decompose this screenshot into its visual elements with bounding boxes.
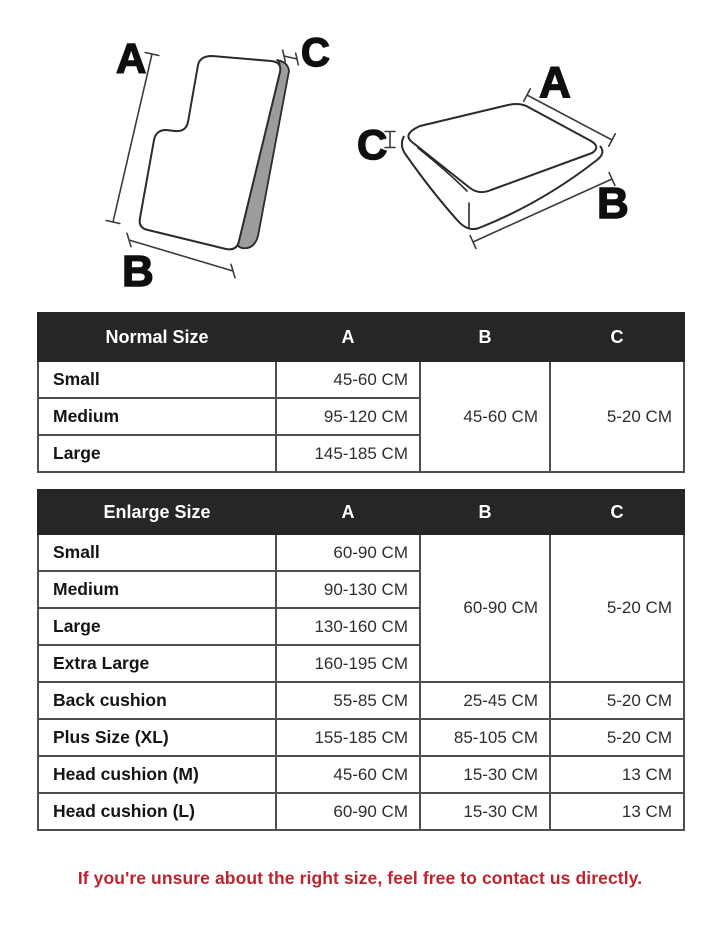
value-c: 13 CM	[550, 756, 684, 793]
back-cushion-diagram	[106, 31, 330, 296]
column-header-c: C	[550, 313, 684, 361]
dimension-label-c: C	[357, 121, 388, 168]
dimension-label-b: B	[122, 247, 154, 296]
column-header-b: B	[420, 490, 550, 534]
seat-cushion-diagram	[357, 58, 629, 248]
column-header-a: A	[276, 490, 420, 534]
column-header-a: A	[276, 313, 420, 361]
value-a: 60-90 CM	[276, 534, 420, 571]
value-a: 60-90 CM	[276, 793, 420, 830]
table-title: Enlarge Size	[38, 490, 276, 534]
row-label: Plus Size (XL)	[38, 719, 276, 756]
value-c-merged: 5-20 CM	[550, 361, 684, 472]
contact-note: If you're unsure about the right size, feel free to contact us directly.	[77, 868, 643, 888]
dimension-label-a: A	[116, 35, 147, 82]
value-a: 145-185 CM	[276, 435, 420, 472]
value-b-merged: 45-60 CM	[420, 361, 550, 472]
dimension-label-a: A	[539, 58, 571, 107]
table-header-row	[38, 490, 684, 534]
value-c-merged: 5-20 CM	[550, 534, 684, 682]
value-a: 160-195 CM	[276, 645, 420, 682]
value-b: 15-30 CM	[420, 793, 550, 830]
dimension-label-c: C	[301, 31, 330, 75]
value-a: 130-160 CM	[276, 608, 420, 645]
row-label: Small	[38, 534, 276, 571]
table-row	[38, 682, 684, 719]
row-label: Large	[38, 435, 276, 472]
row-label: Medium	[38, 571, 276, 608]
row-label: Large	[38, 608, 276, 645]
value-a: 95-120 CM	[276, 398, 420, 435]
row-label: Head cushion (L)	[38, 793, 276, 830]
value-a: 90-130 CM	[276, 571, 420, 608]
normal-size-table	[37, 312, 685, 473]
value-b: 15-30 CM	[420, 756, 550, 793]
row-label: Extra Large	[38, 645, 276, 682]
value-c: 5-20 CM	[550, 719, 684, 756]
row-label: Head cushion (M)	[38, 756, 276, 793]
value-a: 55-85 CM	[276, 682, 420, 719]
value-a: 45-60 CM	[276, 361, 420, 398]
enlarge-size-table	[37, 489, 685, 831]
table-row	[38, 361, 684, 398]
column-header-c: C	[550, 490, 684, 534]
row-label: Medium	[38, 398, 276, 435]
table-title: Normal Size	[38, 313, 276, 361]
table-row	[38, 719, 684, 756]
table-header-row	[38, 313, 684, 361]
row-label: Back cushion	[38, 682, 276, 719]
value-b: 85-105 CM	[420, 719, 550, 756]
table-row	[38, 756, 684, 793]
table-row	[38, 534, 684, 571]
column-header-b: B	[420, 313, 550, 361]
value-b: 25-45 CM	[420, 682, 550, 719]
value-c: 13 CM	[550, 793, 684, 830]
row-label: Small	[38, 361, 276, 398]
value-a: 155-185 CM	[276, 719, 420, 756]
value-c: 5-20 CM	[550, 682, 684, 719]
value-b-merged: 60-90 CM	[420, 534, 550, 682]
table-row	[38, 793, 684, 830]
dimension-label-b: B	[597, 179, 629, 228]
value-a: 45-60 CM	[276, 756, 420, 793]
cushion-dimension-diagrams	[0, 0, 720, 300]
